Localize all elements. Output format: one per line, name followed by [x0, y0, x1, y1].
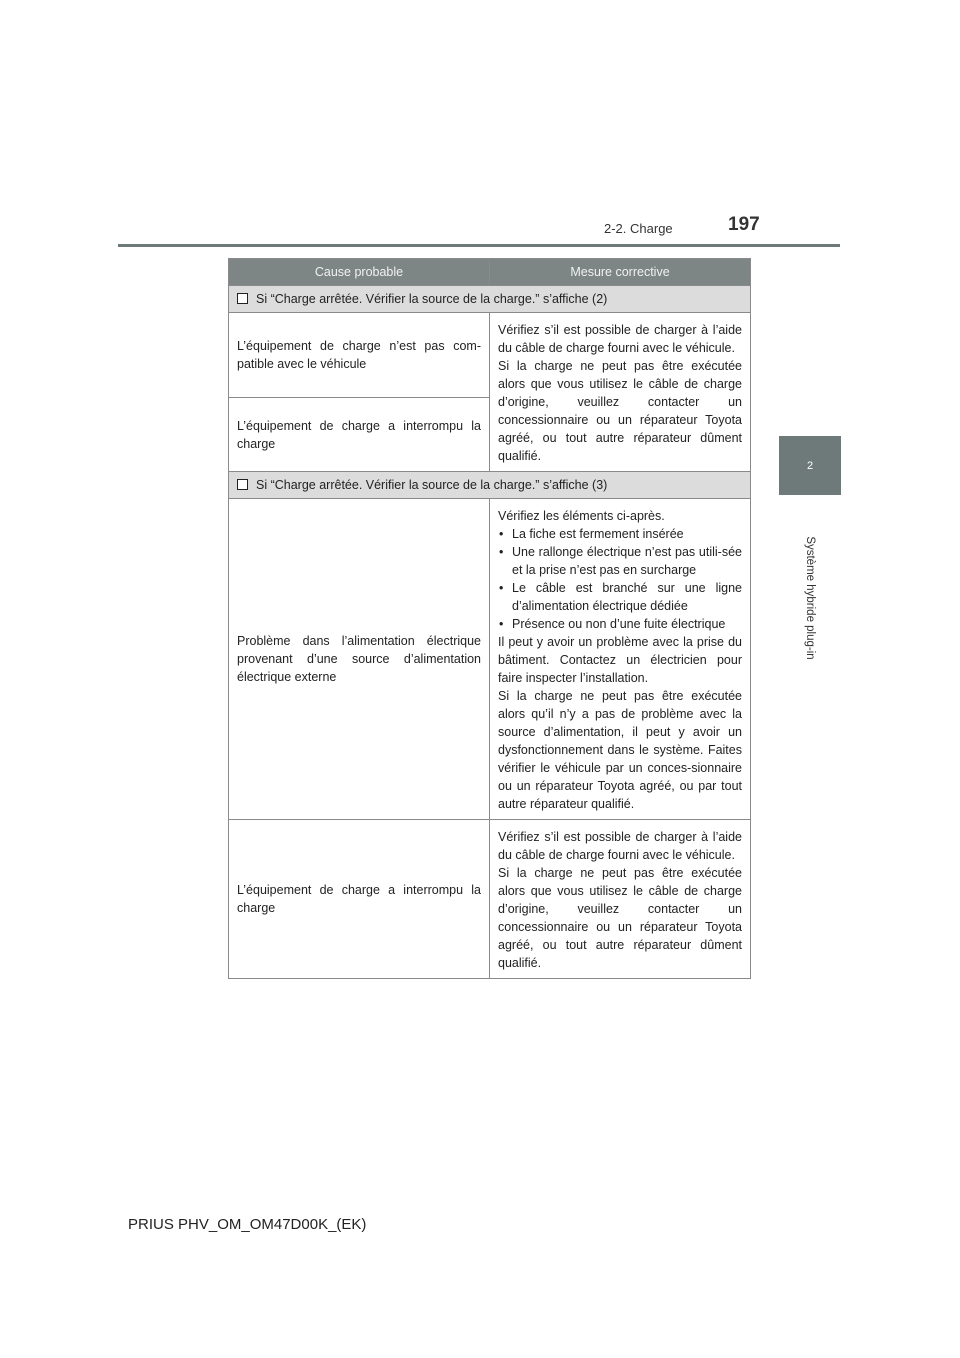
cause-text: Problème dans l’alimentation électrique provenant d’une source d’alimentation électrique externe: [237, 634, 481, 684]
table-row: [229, 499, 751, 820]
troubleshooting-table: [228, 258, 751, 979]
remedy-paragraph: Si la charge ne peut pas être exécutée alors que vous utilisez le câble de charge d’origine, veuillez contacter un concessionnaire ou un réparateur Toyota agréé, ou tout autre réparateur dûment qualifié.: [498, 359, 742, 463]
condition-row: [229, 472, 751, 499]
cause-cell: [229, 398, 490, 472]
remedy-cell: [490, 820, 751, 979]
checkbox-icon: [237, 293, 248, 304]
list-item: • Une rallonge électrique n’est pas utili-sée et la prise n’est pas en surcharge: [498, 543, 742, 579]
cause-cell: [229, 499, 490, 820]
table-header-row: [229, 259, 751, 286]
table-row: [229, 820, 751, 979]
cause-cell: [229, 820, 490, 979]
condition-row: [229, 286, 751, 313]
check-list: [498, 525, 742, 633]
remedy-paragraph: Si la charge ne peut pas être exécutée alors que vous utilisez le câble de charge d’origine, veuillez contacter un concessionnaire ou un réparateur Toyota agréé, ou tout autre réparateur dûment qualifié.: [498, 866, 742, 970]
list-item: • La fiche est fermement insérée: [498, 525, 742, 543]
chapter-number: 2: [806, 459, 814, 472]
page-number: 197: [728, 214, 760, 235]
condition-cell: [229, 286, 751, 313]
remedy-paragraph: Vérifiez s’il est possible de charger à l’aide du câble de charge fourni avec le véhicule.: [498, 323, 742, 355]
table-row: [229, 313, 751, 398]
remedy-cell: [490, 313, 751, 472]
cause-text: L’équipement de charge a interrompu la charge: [237, 883, 481, 915]
chapter-tab[interactable]: [779, 436, 841, 495]
list-item: • Le câble est branché sur une ligne d’alimentation électrique dédiée: [498, 579, 742, 615]
column-header-remedy: Mesure corrective: [490, 259, 751, 286]
condition-text: Si “Charge arrêtée. Vérifier la source de la charge.” s’affiche (2): [256, 292, 608, 306]
section-title: 2-2. Charge: [604, 221, 673, 236]
condition-cell: [229, 472, 751, 499]
list-item: • Présence ou non d’une fuite électrique: [498, 615, 742, 633]
remedy-paragraph: Il peut y avoir un problème avec la prise du bâtiment. Contactez un électricien pour faire inspecter l’installation.: [498, 635, 742, 685]
chapter-label: Système hybride plug-in: [804, 536, 816, 660]
remedy-paragraph: Vérifiez s’il est possible de charger à l’aide du câble de charge fourni avec le véhicule.: [498, 830, 742, 862]
document-code: PRIUS PHV_OM_OM47D00K_(EK): [128, 1216, 367, 1233]
condition-text: Si “Charge arrêtée. Vérifier la source de la charge.” s’affiche (3): [256, 478, 608, 492]
remedy-cell: [490, 499, 751, 820]
checkbox-icon: [237, 479, 248, 490]
remedy-paragraph: Si la charge ne peut pas être exécutée alors qu’il n’y a pas de problème avec la source d’alimentation, il peut y avoir un dysfonctionnement dans le système. Faites vérifier le véhicule par un conces-sionnaire ou un réparateur Toyota agréé, ou par tout autre réparateur qualifié.: [498, 689, 742, 811]
cause-text: L’équipement de charge n’est pas com-patible avec le véhicule: [237, 339, 481, 371]
cause-cell: [229, 313, 490, 398]
cause-text: L’équipement de charge a interrompu la charge: [237, 418, 481, 451]
column-header-cause: Cause probable: [229, 259, 490, 286]
remedy-intro: Vérifiez les éléments ci-après.: [498, 509, 665, 523]
header-divider: [118, 244, 840, 247]
